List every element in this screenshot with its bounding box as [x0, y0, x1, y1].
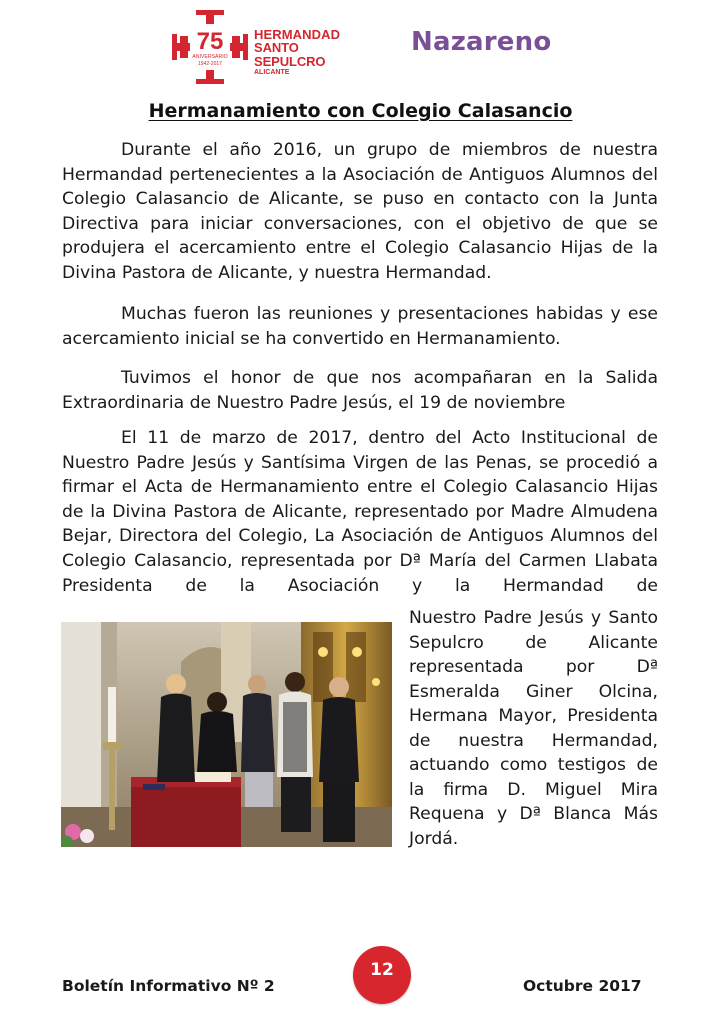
brotherhood-logo [172, 8, 362, 86]
logo-wordmark [254, 28, 362, 76]
publication-name: Boletín Informativo Nº 2 [62, 977, 275, 995]
page-number-badge [353, 946, 411, 1004]
page-number: 12 [370, 960, 394, 980]
logo-line-1: HERMANDAD [254, 27, 341, 42]
logo-line-3: ALICANTE [254, 68, 290, 76]
cross-emblem-icon [172, 10, 248, 84]
paragraph-4: El 11 de marzo de 2017, dentro del Acto Institucional de Nuestro Padre Jesús y Santísima Virgen de las Penas, se procedió a firmar el Acta de Hermanamiento entre el Colegio Calasancio Hijas de la Divina Pastora de Alicante, representado por Madre Almudena Bejar, Directora del Colegio, La Asociación de Antiguos Alumnos del Colegio Calasancio, representada por Dª María del Carmen Llabata Presidenta de la Asociación y la Hermandad de [62, 428, 658, 596]
paragraph-3: Tuvimos el honor de que nos acompañaran en la Salida Extraordinaria de Nuestro Padre Jesús, el 19 de noviembre [62, 368, 658, 413]
emblem-text: ANIVERSARIO [192, 54, 228, 60]
emblem-years: 1942-2017 [198, 61, 222, 67]
emblem-number: 75 [196, 28, 224, 55]
paragraph-1: Durante el año 2016, un grupo de miembros de nuestra Hermandad pertenecientes a la Asociación de Antiguos Alumnos del Colegio Calasancio de Alicante, se puso en contacto con la Junta Directiva para iniciar conversaciones, con el objetivo de que se produjera el acercamiento entre el Colegio Calasancio Hijas de la Divina Pastora de Alicante, y nuestra Hermandad. [62, 140, 658, 283]
logo-line-2: SANTO SEPULCRO [254, 40, 326, 69]
paragraph-2: Muchas fueron las reuniones y presentaciones habidas y ese acercamiento inicial se ha convertido en Hermanamiento. [62, 304, 658, 349]
article-title: Hermanamiento con Colegio Calasancio [148, 100, 573, 122]
photo-illustration [61, 622, 392, 847]
paragraph-4-continuation: Nuestro Padre Jesús y Santo Sepulcro de Alicante representada por Dª Esmeralda Giner Olcina, Hermana Mayor, Presidenta de nuestra Hermandad, actuando como testigos de la firma D. Miguel Mira Requena y Dª Blanca Más Jordá. [409, 608, 658, 849]
signing-ceremony-photo [61, 622, 392, 847]
issue-date: Octubre 2017 [523, 977, 642, 995]
section-title: Nazareno [411, 27, 552, 57]
